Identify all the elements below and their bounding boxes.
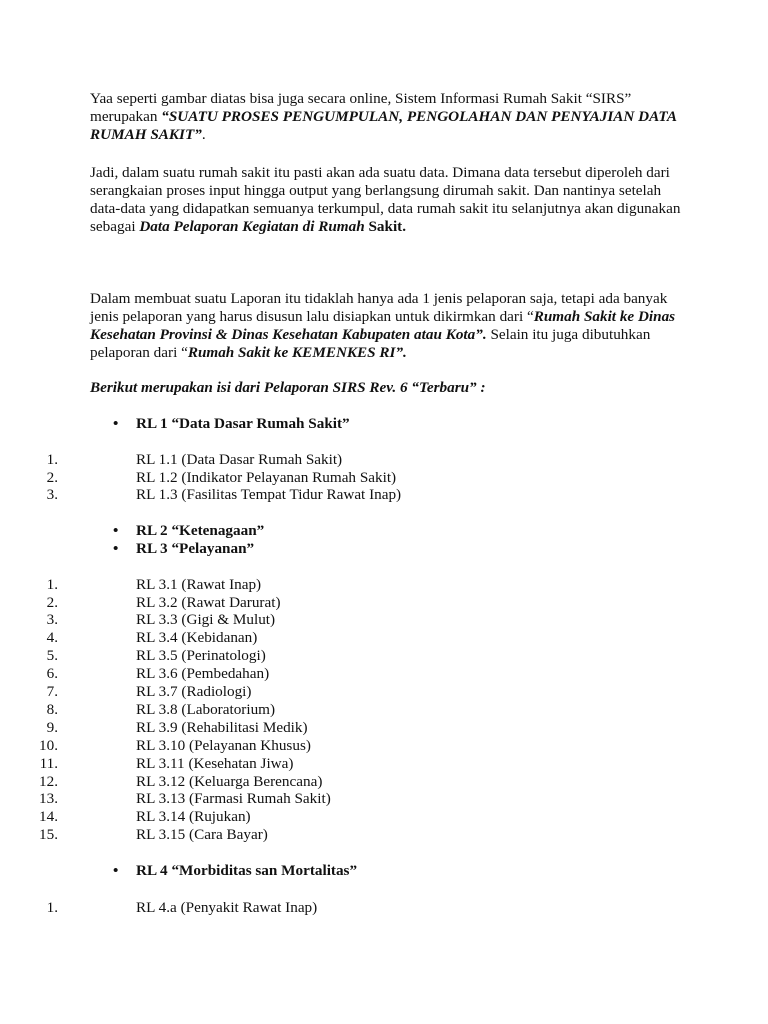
list-item-number: 1. xyxy=(46,899,58,916)
bullet-icon: • xyxy=(113,415,119,432)
list-item-text: RL 1.2 (Indikator Pelayanan Rumah Sakit) xyxy=(136,469,397,486)
bullet-rl2-label: RL 2 “Ketenagaan” xyxy=(136,522,265,539)
list-item-number: 5. xyxy=(46,647,58,664)
list-item xyxy=(0,773,700,791)
list-item-number: 13. xyxy=(39,790,58,807)
list-item-number: 2. xyxy=(46,469,58,486)
list-item-number: 6. xyxy=(46,665,58,682)
list-item-text: RL 3.15 (Cara Bayar) xyxy=(136,826,268,843)
list-item-text: RL 3.10 (Pelayanan Khusus) xyxy=(136,737,311,754)
list-item xyxy=(0,826,700,844)
intro-suffix: . xyxy=(201,126,206,143)
list-item-text: RL 3.7 (Radiologi) xyxy=(136,683,252,700)
bullet-rl2 xyxy=(0,522,700,540)
list-item xyxy=(0,594,700,612)
data-paragraph xyxy=(90,164,690,236)
data-paragraph-tail: Sakit. xyxy=(364,218,407,235)
list-item-text: RL 3.1 (Rawat Inap) xyxy=(136,576,262,593)
report-paragraph-emphasis-1: Rumah Sakit ke Dinas Kesehatan Provinsi & Dinas Kesehatan Kabupaten atau Kota”. xyxy=(90,308,676,343)
list-item-text: RL 3.4 (Kebidanan) xyxy=(136,629,258,646)
list-item-number: 9. xyxy=(46,719,58,736)
list-heading: Berikut merupakan isi dari Pelaporan SIRS Rev. 6 “Terbaru” : xyxy=(90,379,486,396)
list-item-number: 7. xyxy=(46,683,58,700)
list-item-text: RL 3.14 (Rujukan) xyxy=(136,808,251,825)
list-item xyxy=(0,719,700,737)
list-item-text: RL 3.13 (Farmasi Rumah Sakit) xyxy=(136,790,331,807)
bullet-rl1-label: RL 1 “Data Dasar Rumah Sakit” xyxy=(136,415,350,432)
list-item-number: 15. xyxy=(39,826,58,843)
list-item-text: RL 3.2 (Rawat Darurat) xyxy=(136,594,281,611)
list-item-number: 12. xyxy=(39,773,58,790)
list-item-number: 1. xyxy=(46,451,58,468)
intro-emphasis: “SUATU PROSES PENGUMPULAN, PENGOLAHAN DAN PENYAJIAN DATA RUMAH SAKIT” xyxy=(90,108,677,143)
bullet-icon: • xyxy=(113,540,119,557)
list-item xyxy=(0,737,700,755)
report-paragraph-mid: Selain itu juga dibutuhkan pelaporan dari “ xyxy=(90,326,651,361)
list-item xyxy=(0,790,700,808)
list-item-text: RL 4.a (Penyakit Rawat Inap) xyxy=(136,899,318,916)
list-item-text: RL 3.8 (Laboratorium) xyxy=(136,701,276,718)
data-paragraph-text: Jadi, dalam suatu rumah sakit itu pasti akan ada suatu data. Dimana data tersebut diperoleh dari serangkaian proses input hingga output yang berlangsung dirumah sakit. Dan nantinya setelah data-data yang didapatkan semuanya terkumpul, data rumah sakit itu selanjutnya akan digunakan sebagai xyxy=(90,164,681,235)
list-item-text: RL 3.3 (Gigi & Mulut) xyxy=(136,611,276,628)
list-item-text: RL 3.11 (Kesehatan Jiwa) xyxy=(136,755,294,772)
list-item-text: RL 1.1 (Data Dasar Rumah Sakit) xyxy=(136,451,343,468)
bullet-rl3 xyxy=(0,540,700,558)
list-item-text: RL 3.6 (Pembedahan) xyxy=(136,665,270,682)
list-item xyxy=(0,665,700,683)
list-item xyxy=(0,683,700,701)
list-item xyxy=(0,899,700,917)
list-item xyxy=(0,469,700,487)
list-item xyxy=(0,808,700,826)
list-item xyxy=(0,451,700,469)
list-item xyxy=(0,611,700,629)
bullet-rl4-label: RL 4 “Morbiditas san Mortalitas” xyxy=(136,862,358,879)
list-item-text: RL 3.9 (Rehabilitasi Medik) xyxy=(136,719,308,736)
bullet-icon: • xyxy=(113,862,119,879)
list-item xyxy=(0,576,700,594)
bullet-rl3-label: RL 3 “Pelayanan” xyxy=(136,540,255,557)
intro-paragraph xyxy=(90,90,690,144)
report-paragraph-text: Dalam membuat suatu Laporan itu tidaklah hanya ada 1 jenis pelaporan saja, tetapi ada banyak jenis pelaporan yang harus disusun lalu disiapkan untuk dikirmkan dari “ xyxy=(90,290,668,325)
bullet-rl4 xyxy=(0,862,700,880)
report-paragraph-emphasis-2: Rumah Sakit ke KEMENKES RI”. xyxy=(187,344,407,361)
list-item-number: 8. xyxy=(46,701,58,718)
data-paragraph-emphasis: Data Pelaporan Kegiatan di Rumah xyxy=(139,218,365,235)
list-item-number: 1. xyxy=(46,576,58,593)
list-item xyxy=(0,629,700,647)
list-item-number: 14. xyxy=(39,808,58,825)
bullet-icon: • xyxy=(113,522,119,539)
list-item-number: 3. xyxy=(46,486,58,503)
list-item-number: 10. xyxy=(39,737,58,754)
list-item xyxy=(0,701,700,719)
list-item xyxy=(0,486,700,504)
list-item-number: 4. xyxy=(46,629,58,646)
list-item-number: 11. xyxy=(39,755,58,772)
intro-line1: Yaa seperti gambar diatas bisa juga secara online, Sistem Informasi Rumah Sakit “SIRS” xyxy=(90,90,632,107)
list-item-text: RL 3.5 (Perinatologi) xyxy=(136,647,266,664)
intro-prefix: merupakan xyxy=(90,108,162,125)
list-item-number: 2. xyxy=(46,594,58,611)
list-item xyxy=(0,755,700,773)
list-item-text: RL 3.12 (Keluarga Berencana) xyxy=(136,773,323,790)
bullet-rl1 xyxy=(0,415,700,433)
list-item xyxy=(0,647,700,665)
report-paragraph xyxy=(90,290,690,362)
list-item-number: 3. xyxy=(46,611,58,628)
list-item-text: RL 1.3 (Fasilitas Tempat Tidur Rawat Inap) xyxy=(136,486,402,503)
